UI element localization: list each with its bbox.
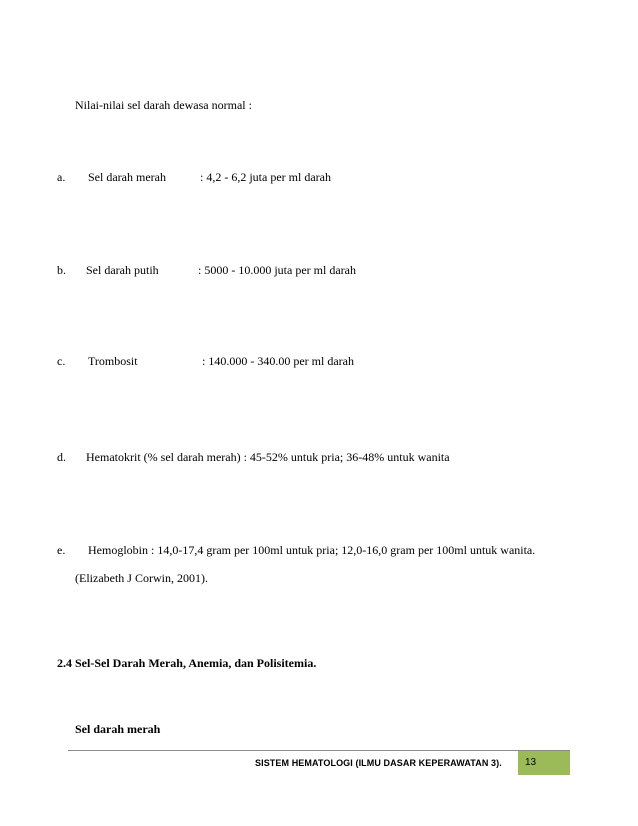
item-label-sel-darah-putih: Sel darah putih — [86, 263, 159, 277]
page-number: 13 — [525, 757, 537, 768]
footer-title: SISTEM HEMATOLOGI (ILMU DASAR KEPERAWATAN 3). — [255, 758, 502, 768]
item-text-hemoglobin: Hemoglobin : 14,0-17,4 gram per 100ml untuk pria; 12,0-16,0 gram per 100ml untuk wanita. — [88, 543, 536, 557]
item-value-trombosit: : 140.000 - 340.00 per ml darah — [202, 354, 354, 368]
citation: (Elizabeth J Corwin, 2001). — [75, 571, 208, 585]
item-value-sel-darah-merah: : 4,2 - 6,2 juta per ml darah — [200, 170, 331, 184]
intro-text: Nilai-nilai sel darah dewasa normal : — [75, 98, 252, 112]
section-heading: 2.4 Sel-Sel Darah Merah, Anemia, dan Polisitemia. — [57, 656, 317, 670]
subheading: Sel darah merah — [75, 722, 161, 736]
item-label-trombosit: Trombosit — [88, 354, 138, 368]
list-marker-c: c. — [57, 354, 66, 368]
item-value-sel-darah-putih: : 5000 - 10.000 juta per ml darah — [198, 263, 356, 277]
list-marker-d: d. — [57, 450, 66, 464]
item-text-hematokrit: Hematokrit (% sel darah merah) : 45-52% untuk pria; 36-48% untuk wanita — [86, 450, 450, 464]
item-label-sel-darah-merah: Sel darah merah — [88, 170, 166, 184]
list-marker-e: e. — [57, 543, 66, 557]
list-marker-b: b. — [57, 263, 66, 277]
list-marker-a: a. — [57, 170, 66, 184]
footer-divider — [68, 750, 570, 751]
